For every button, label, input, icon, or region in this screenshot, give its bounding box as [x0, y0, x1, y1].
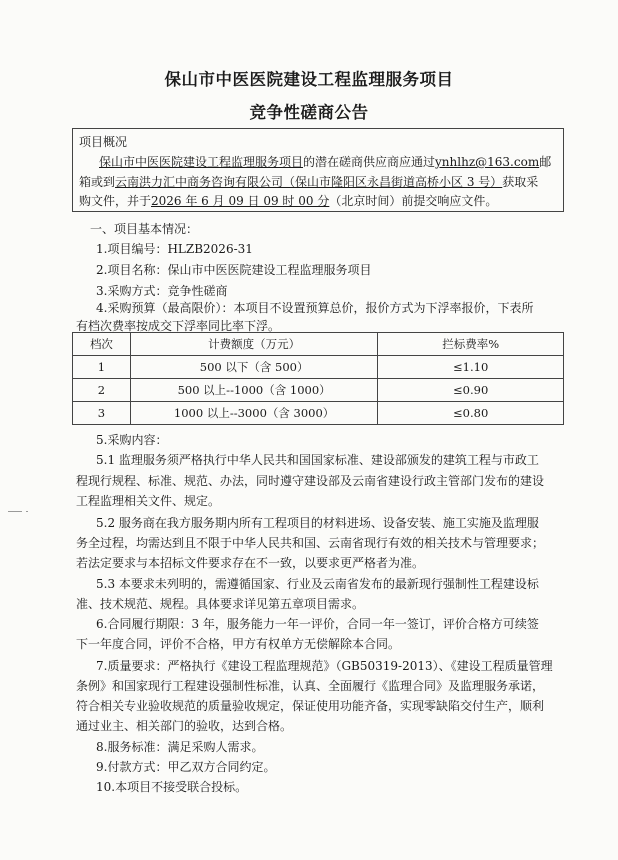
overview-deadline: 2026 年 6 月 09 日 09 时 00 分 — [151, 194, 330, 208]
title-line-2: 竞争性磋商公告 — [249, 103, 369, 122]
joint-bid-note: 10.本项目不接受联合投标。 — [96, 780, 248, 794]
clause-5-1-line-2: 程现行规程、标准、规范、办法，同时遵守建设部及云南省建设行政主管部门发布的建设 — [76, 474, 545, 488]
quality-line-2: 条例》和国家现行工程建设强制性标准，认真、全面履行《监理合同》及监理服务承诺， — [76, 679, 545, 693]
project-name: 2.项目名称：保山市中医医院建设工程监理服务项目 — [96, 263, 372, 277]
clause-5-3-line-2: 准、技术规范、规程。具体要求详见第五章项目需求。 — [76, 597, 365, 611]
table-row — [73, 402, 564, 425]
overview-text — [79, 153, 561, 212]
contract-term-line-1: 6.合同履行期限：3 年，服务能力一年一评价，合同一年一签订，评价合格方可续签 — [96, 617, 539, 631]
title-line-1: 保山市中医医院建设工程监理服务项目 — [164, 70, 454, 89]
overview-heading: 项目概况 — [79, 135, 128, 149]
overview-text-2a: 箱或到 — [79, 174, 116, 189]
header-cell-tier: 档次 — [73, 333, 131, 356]
table-cell: ≤0.90 — [378, 379, 564, 402]
overview-text-2c: 获取采 — [502, 174, 539, 189]
project-overview-box — [72, 128, 564, 212]
overview-project-name: 保山市中医医院建设工程监理服务项目 — [99, 155, 304, 169]
payment-method: 9.付款方式：甲乙双方合同约定。 — [96, 760, 276, 774]
overview-text-3a: 购文件，并于 — [79, 194, 152, 208]
table-cell: 1 — [73, 356, 131, 379]
quality-line-1: 7.质量要求：严格执行《建设工程监理规范》（GB50319-2013）、《建设工程质量管理 — [96, 659, 553, 673]
overview-text-1d: 邮 — [539, 155, 552, 169]
section5-heading: 5.采购内容： — [96, 433, 168, 447]
table-header-row — [73, 333, 564, 356]
header-cell-amount: 计费额度（万元） — [130, 333, 377, 356]
table-cell: 2 — [73, 379, 131, 402]
overview-agency: 云南洪力汇中商务咨询有限公司（保山市隆阳区永昌街道高桥小区 3 号） — [115, 174, 503, 189]
clause-5-1-line-3: 工程监理相关文件、规定。 — [76, 494, 221, 508]
table-cell: 3 — [73, 402, 131, 425]
header-cell-rate: 拦标费率% — [378, 333, 564, 356]
overview-email: ynhlhz@163.com — [435, 155, 540, 169]
procurement-method: 3.采购方式：竞争性磋商 — [96, 284, 228, 298]
section1-heading: 一、项目基本情况： — [90, 222, 199, 236]
table-cell: 500 以上--1000（含 1000） — [130, 379, 377, 402]
contract-term-line-2: 下一年度合同，评价不合格，甲方有权单方无偿解除本合同。 — [76, 637, 401, 651]
table-cell: ≤1.10 — [378, 356, 564, 379]
clause-5-1-line-1: 5.1 监理服务须严格执行中华人民共和国国家标准、建设部颁发的建筑工程与市政工 — [96, 453, 539, 467]
quality-line-4: 通过业主、相关部门的验收，达到合格。 — [76, 719, 293, 733]
clause-5-2-line-2: 务全过程，均需达到且不限于中华人民共和国、云南省现行有效的相关技术与管理要求； — [76, 536, 545, 550]
scan-artifact-mark — [8, 511, 22, 512]
table-row — [73, 356, 564, 379]
table-cell: 1000 以上--3000（含 3000） — [130, 402, 377, 425]
clause-5-3-line-1: 5.3 本要求未列明的，需遵循国家、行业及云南省发布的最新现行强制性工程建设标 — [96, 577, 539, 591]
quality-line-3: 符合相关专业验收规范的质量验收规定，保证使用功能齐备，实现零缺陷交付生产，顺利 — [76, 699, 545, 713]
overview-text-3c: （北京时间）前提交响应文件。 — [329, 194, 498, 208]
fee-rate-table — [72, 332, 564, 425]
budget-line-2: 有档次费率按成交下浮率同比率下浮。 — [76, 319, 281, 333]
table-cell: 500 以下（含 500） — [130, 356, 377, 379]
table-row — [73, 379, 564, 402]
overview-text-1b: 的潜在磋商供应商应通过 — [303, 155, 436, 169]
service-standard: 8.服务标准：满足采购人需求。 — [96, 740, 264, 754]
clause-5-2-line-1: 5.2 服务商在我方服务期内所有工程项目的材料进场、设备安装、施工实施及监理服 — [96, 516, 539, 530]
clause-5-2-line-3: 若法定要求与本招标文件要求存在不一致，以要求更严格者为准。 — [76, 556, 425, 570]
scan-artifact-mark — [26, 511, 28, 512]
project-number: 1.项目编号：HLZB2026-31 — [96, 242, 253, 256]
budget-line-1: 4.采购预算（最高限价）：本项目不设置预算总价，报价方式为下浮率报价，下表所 — [96, 301, 534, 315]
table-cell: ≤0.80 — [378, 402, 564, 425]
